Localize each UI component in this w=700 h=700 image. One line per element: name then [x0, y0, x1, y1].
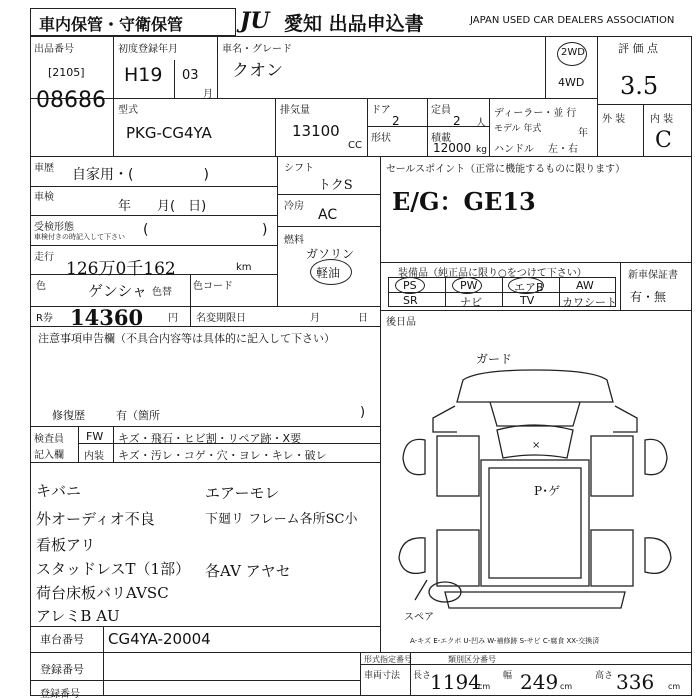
- width-value: 249: [520, 670, 559, 694]
- displacement-value: 13100: [292, 122, 340, 140]
- name-change-label: 名変期限日: [196, 313, 246, 324]
- color-label: 色: [36, 281, 46, 292]
- height-value: 336: [616, 670, 655, 694]
- fuel-label: 燃料: [284, 235, 304, 246]
- load-value: 12000: [433, 141, 472, 155]
- equip-airbag-circle: [508, 277, 544, 294]
- shape-label: 形状: [371, 133, 391, 144]
- title-box-text: 車内保管・守衛保管: [39, 15, 184, 34]
- history-label: 車歴: [34, 163, 54, 174]
- registration-month: 03: [182, 68, 199, 83]
- equipment-label: 装備品（純正品に限り○をつけて下さい）: [398, 268, 587, 279]
- remark-1: キバニ: [36, 482, 82, 500]
- equip-airbag: エアB: [514, 281, 544, 294]
- cooling-label: 冷房: [284, 201, 304, 212]
- repair-paren-close: ): [360, 405, 366, 420]
- registration-era-year: H19: [124, 64, 163, 86]
- grade-interior-value: C: [655, 128, 672, 153]
- inspection-value: 年 月( 日): [118, 199, 207, 214]
- bed-label: P･ゲ: [534, 484, 561, 498]
- logo-text: JU: [240, 8, 270, 34]
- new-warranty-options: 有・無: [630, 290, 667, 304]
- remark-5: 荷台床板バリAVSC: [36, 584, 169, 602]
- permit-paren: (: [143, 222, 149, 238]
- ju-logo: [240, 8, 282, 36]
- model-name: クオン: [232, 61, 283, 81]
- capacity-value: 2: [453, 114, 461, 128]
- doors-value: 2: [392, 114, 400, 128]
- front-left-corner: [433, 406, 457, 432]
- rear-label: 後日品: [386, 317, 416, 328]
- gate-label: ガード: [476, 352, 513, 366]
- damage-legend: A-キズ E-エクボ U-凹み W-補修跡 S-サビ C-腐食 XX-交換済: [410, 637, 600, 645]
- inspector-fw: FW: [86, 430, 104, 443]
- equip-navi: ナビ: [460, 296, 482, 309]
- drive-2wd: 2WD: [561, 47, 585, 58]
- name-change-day: 日: [358, 313, 368, 324]
- lot-sub: [2105]: [48, 66, 85, 79]
- lot-number: 08686: [36, 88, 106, 113]
- color-code-label: 色コード: [193, 281, 233, 292]
- dealer-label: ディーラー・並 行: [494, 108, 577, 119]
- cab-outline: [457, 370, 613, 402]
- recycle-unit: 円: [168, 313, 178, 324]
- registration-month-unit: 月: [203, 89, 213, 100]
- repair-label: 修復歴: [52, 409, 85, 422]
- remark-4: スタッドレスT（1部）: [36, 560, 191, 578]
- shift-label: シフト: [284, 163, 314, 174]
- org-title: 愛知 出品申込書: [284, 13, 424, 35]
- equip-leather: カワシート: [562, 296, 617, 309]
- shift-value: トクS: [318, 178, 353, 193]
- grade-score: 3.5: [620, 72, 659, 100]
- notes-label: 注意事項申告欄（不具合内容等は具体的に記入して下さい）: [38, 332, 335, 345]
- chassis-value: CG4YA-20004: [108, 630, 211, 648]
- equip-ps: PS: [403, 279, 417, 292]
- height-label: 高さ: [595, 671, 614, 681]
- mileage-unit: km: [236, 262, 252, 273]
- inspector-interior: 内装: [84, 451, 104, 462]
- doors-label: ドア: [371, 105, 391, 116]
- length-label: 長さ: [413, 671, 432, 681]
- spare-label: スペア: [404, 612, 434, 623]
- right-fender: [645, 439, 667, 474]
- type-no-label: 形式指定番号: [364, 655, 412, 664]
- load-unit: kg: [476, 145, 487, 155]
- width-label: 幅: [503, 671, 513, 681]
- grade-interior-label: 内 装: [650, 114, 674, 125]
- inspector-label-2: 記入欄: [34, 450, 64, 461]
- registration-label: 初度登録年月: [118, 44, 178, 55]
- right-door: [591, 436, 633, 496]
- inspector-fw-items: キズ・飛石・ヒビ割・リペア跡・X要: [118, 432, 302, 445]
- cab-roof: [490, 402, 580, 426]
- length-unit: cm: [478, 682, 491, 691]
- inspection-label: 車検: [34, 192, 54, 203]
- left-fender: [403, 439, 425, 474]
- model-label: 車名・グレード: [222, 44, 292, 55]
- chassis-label: 車台番号: [40, 633, 84, 646]
- equip-ps-circle: [395, 277, 425, 294]
- equip-pw: PW: [460, 279, 478, 292]
- equip-sr: SR: [403, 294, 418, 307]
- rear-bumper: [445, 592, 625, 608]
- displacement-unit: CC: [348, 140, 362, 151]
- footer-reg-label: 登録番号: [40, 689, 80, 700]
- left-door: [437, 436, 479, 496]
- load-label: 積載: [431, 133, 451, 144]
- color-repaint: 色替: [152, 287, 172, 298]
- height-unit: cm: [668, 682, 681, 691]
- fuel-diesel-circle: [310, 259, 352, 285]
- permit-note: 車検付きの時記入して下さい: [34, 233, 125, 241]
- type-label: 型式: [118, 105, 138, 116]
- new-warranty-label: 新車保証書: [628, 270, 678, 281]
- dealer-model-year: モデル 年式: [494, 124, 542, 134]
- recycle-label: R券: [36, 313, 53, 324]
- color-value: ゲンシャ: [88, 282, 148, 300]
- org-english: JAPAN USED CAR DEALERS ASSOCIATION: [470, 15, 675, 26]
- remark-6: アレミB AU: [36, 607, 120, 625]
- remark-right-3: 各AV アヤセ: [205, 562, 291, 580]
- dealer-handle-options: 左・右: [548, 144, 578, 155]
- capacity-unit: 人: [476, 118, 486, 129]
- sales-point-value: E/G：GE13: [392, 187, 536, 216]
- lot-label: 出品番号: [34, 44, 74, 55]
- cargo-bed: [481, 460, 589, 586]
- inspector-label-1: 検査員: [34, 434, 64, 445]
- mileage-value: 126万0千162: [66, 259, 176, 279]
- front-right-corner: [613, 406, 637, 432]
- reg-no-label: 登録番号: [40, 663, 84, 676]
- equip-pw-circle: [452, 277, 482, 294]
- remark-2: 外オーディオ不良: [36, 510, 155, 528]
- history-value: 自家用・( ): [72, 167, 209, 183]
- fuel-value: ガソリン: [306, 247, 355, 261]
- drive-4wd: 4WD: [558, 76, 585, 89]
- displacement-label: 排気量: [280, 105, 310, 116]
- remark-right-1: エアーモレ: [205, 484, 280, 502]
- repair-value: 有（箇所: [116, 409, 160, 422]
- cooling-value: AC: [318, 207, 338, 223]
- equip-aw: AW: [576, 279, 594, 292]
- left-rear-fender: [399, 538, 425, 574]
- capacity-label: 定員: [431, 105, 451, 116]
- grade-label: 評 価 点: [618, 42, 658, 55]
- width-unit: cm: [560, 682, 573, 691]
- name-change-month: 月: [310, 313, 320, 324]
- title-box: [30, 8, 236, 36]
- mileage-label: 走行: [34, 252, 54, 263]
- recycle-value: 14360: [70, 305, 144, 330]
- grade-exterior-label: 外 装: [602, 114, 626, 125]
- right-rear-panel: [591, 530, 633, 586]
- permit-paren-close: ): [262, 222, 268, 238]
- equip-tv: TV: [520, 294, 535, 307]
- remark-3: 看板アリ: [36, 536, 96, 554]
- left-rear-panel: [437, 530, 479, 586]
- type-code: PKG-CG4YA: [126, 124, 212, 142]
- right-rear-fender: [645, 538, 671, 574]
- dealer-year-unit: 年: [578, 128, 588, 139]
- size-label: 車両寸法: [364, 671, 401, 681]
- length-value: 1194: [430, 670, 481, 694]
- fuel-diesel: 軽油: [316, 266, 341, 280]
- category-no-label: 類別区分番号: [448, 655, 496, 664]
- damage-mark: ×: [532, 440, 541, 451]
- remark-right-2: 下廻リ フレーム各所SC小: [205, 512, 358, 527]
- permit-label: 受検形態: [34, 222, 74, 233]
- dealer-handle: ハンドル: [494, 144, 534, 155]
- inspector-interior-items: キズ・汚レ・コゲ・穴・ヨレ・キレ・破レ: [118, 449, 327, 462]
- sales-point-label: セールスポイント（正常に機能するものに限ります）: [386, 164, 626, 175]
